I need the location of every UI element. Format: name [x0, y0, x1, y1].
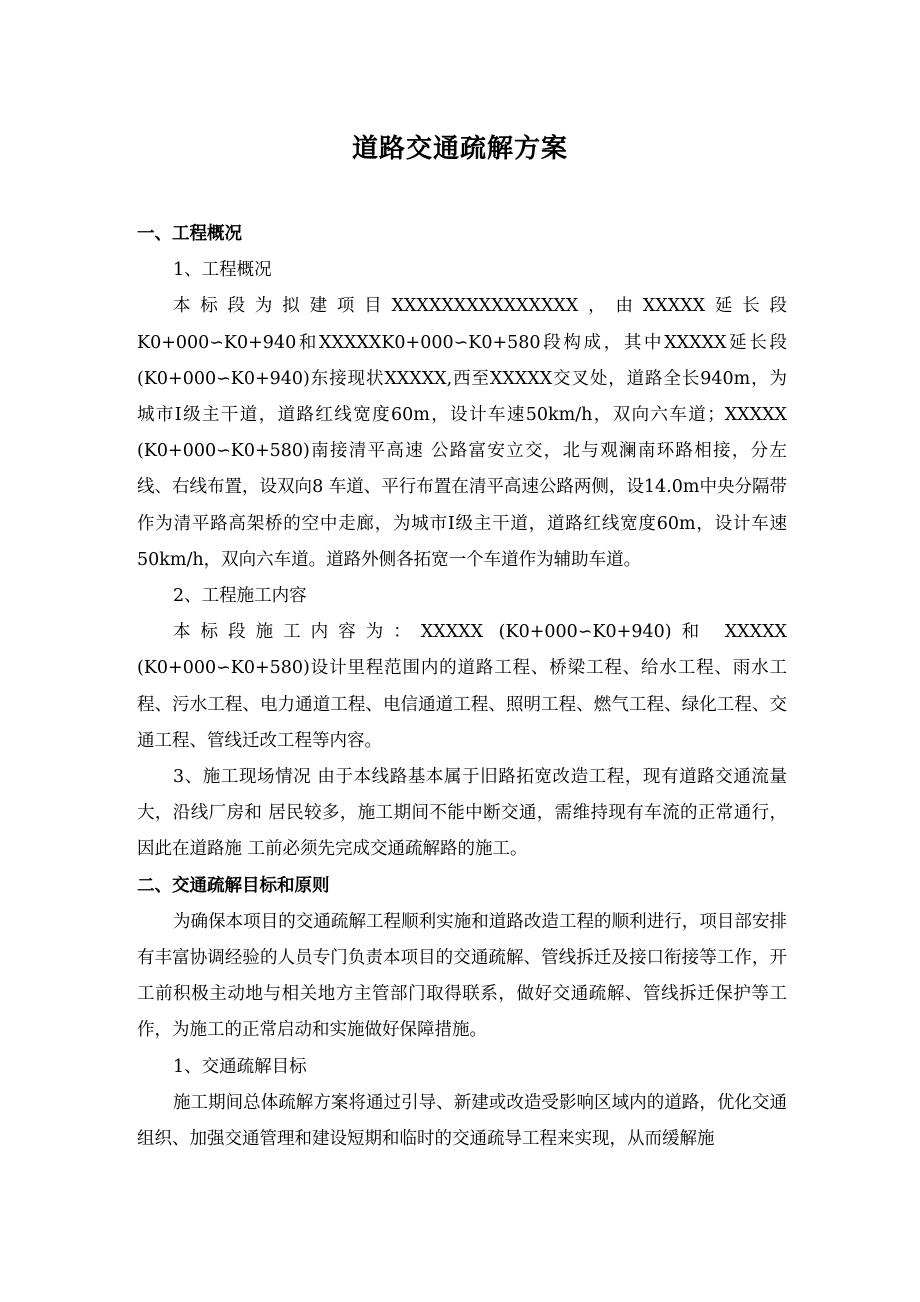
subheading-traffic-goals: 1、交通疏解目标	[173, 1056, 307, 1077]
section-heading-goals-principles: 二、交通疏解目标和原则	[137, 875, 330, 896]
paragraph-project-overview: 本标段为拟建项目XXXXXXXXXXXXXXX，由XXXXX延长段K0+000∽K0+940和XXXXXK0+000∽K0+580段构成，其中XXXXX延长段(K0+000∽K0+940)东接现状XXXXX,西至XXXXX交叉处，道路全长940m，为城市I级主干道，道路红线宽度60m，设计车速50km/h，双向六车道；XXXXX (K0+000∽K0+580)南接清平高速 公路富安立交，北与观澜南环路相接，分左线、右线布置，设双向8 车道、平行布置在清平高速公路两侧，设14.0m中央分隔带作为清平路高架桥的空中走廊，为城市I级主干道，道路红线宽度60m，设计车速50km/h，双向六车道。道路外侧各拓宽一个车道作为辅助车道。	[137, 296, 787, 570]
paragraph-goals-intro: 为确保本项目的交通疏解工程顺利实施和道路改造工程的顺利进行，项目部安排有丰富协调经验的人员专门负责本项目的交通疏解、管线拆迁及接口衔接等工作，开工前积极主动地与相关地方主管部门取得联系，做好交通疏解、管线拆迁保护等工作，为施工的正常启动和实施做好保障措施。	[137, 911, 787, 1041]
paragraph-construction-content: 本标段施工内容为：XXXXX (K0+000∽K0+940)和 XXXXX (K0+000∽K0+580)设计里程范围内的道路工程、桥梁工程、给水工程、雨水工程、污水工程、电力通道工程、电信通道工程、照明工程、燃气工程、绿化工程、交通工程、管线迁改工程等内容。	[137, 622, 787, 751]
document-body	[137, 216, 787, 1157]
subheading-project-overview: 1、工程概况	[173, 260, 272, 281]
document-title: 道路交通疏解方案	[351, 134, 568, 164]
subheading-construction-content: 2、工程施工内容	[173, 586, 307, 607]
paragraph-traffic-goals: 施工期间总体疏解方案将通过引导、新建或改造受影响区域内的道路，优化交通组织、加强交通管理和建设短期和临时的交通疏导工程来实现，从而缓解施	[137, 1092, 787, 1150]
section-heading-overview: 一、工程概况	[137, 224, 242, 244]
paragraph-site-conditions: 3、施工现场情况 由于本线路基本属于旧路拓宽改造工程，现有道路交通流量大，沿线厂房和 居民较多，施工期间不能中断交通，需维持现有车流的正常通行，因此在道路施 工前必须先完成交通疏解路的施工。	[137, 767, 787, 860]
